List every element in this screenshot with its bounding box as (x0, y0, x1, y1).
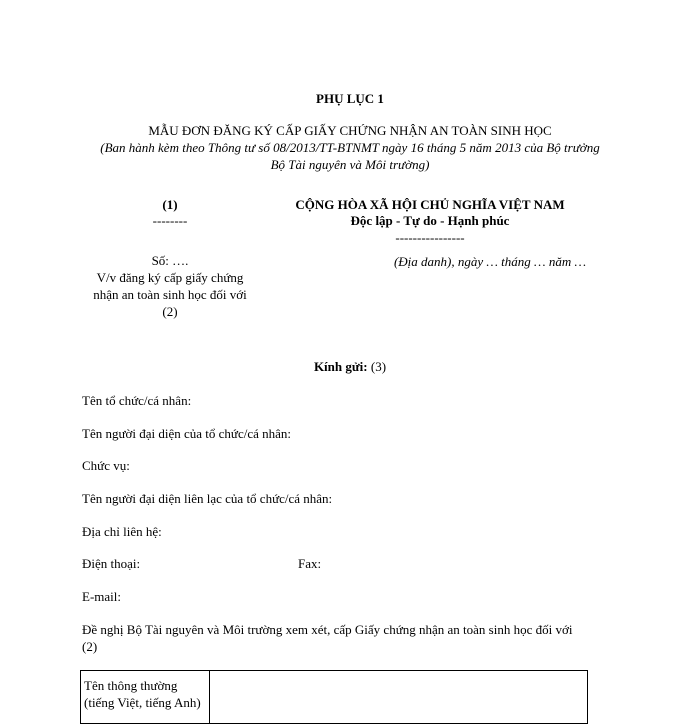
form-title: MẪU ĐƠN ĐĂNG KÝ CẤP GIẤY CHỨNG NHẬN AN TOÀN SINH HỌC (148, 123, 552, 138)
common-name-label (81, 671, 210, 724)
issued-note-line2: Bộ Tài nguyên và Môi trường) (270, 157, 430, 172)
contact-person-label: Tên người đại diện liên lạc của tổ chức/cá nhân: (82, 491, 333, 506)
nation-title: CỘNG HÒA XÃ HỘI CHỦ NGHĨA VIỆT NAM (295, 197, 565, 212)
document-number: Số: …. (151, 253, 189, 268)
org-placeholder: (1) (162, 197, 178, 212)
fax-label: Fax: (298, 556, 322, 571)
issued-note-line1: (Ban hành kèm theo Thông tư số 08/2013/TT-BTNMT ngày 16 tháng 5 năm 2013 của Bộ trưởng (100, 140, 600, 155)
position-label: Chức vụ: (82, 458, 130, 473)
left-header-rule: -------- (152, 213, 188, 228)
representative-label: Tên người đại diện của tổ chức/cá nhân: (82, 426, 292, 441)
salutation (0, 358, 700, 375)
request-line1: Đề nghị Bộ Tài nguyên và Môi trường xem xét, cấp Giấy chứng nhận an toàn sinh học đối với (82, 622, 573, 637)
subject-line2: nhận an toàn sinh học đối với (93, 287, 247, 302)
address-label: Địa chỉ liên hệ: (82, 524, 162, 539)
place-date: (Địa danh), ngày … tháng … năm … (393, 254, 587, 269)
organism-info-table (80, 670, 588, 724)
phone-label: Điện thoại: (82, 556, 141, 571)
common-name-label-line2: (tiếng Việt, tiếng Anh) (84, 695, 201, 710)
salutation-label: Kính gửi: (313, 359, 368, 374)
national-motto: Độc lập - Tự do - Hạnh phúc (350, 213, 510, 228)
subject-line1: V/v đăng ký cấp giấy chứng (96, 270, 244, 285)
table-row (81, 671, 588, 724)
common-name-value-cell[interactable] (210, 671, 588, 724)
org-name-label: Tên tổ chức/cá nhân: (82, 393, 192, 408)
subject-line3: (2) (162, 304, 178, 319)
common-name-label-line1: Tên thông thường (84, 678, 178, 693)
request-line2: (2) (82, 639, 98, 654)
salutation-value: (3) (367, 359, 387, 374)
right-header-rule: ---------------- (395, 230, 465, 245)
appendix-title: PHỤ LỤC 1 (316, 91, 384, 106)
email-label: E-mail: (82, 589, 121, 604)
